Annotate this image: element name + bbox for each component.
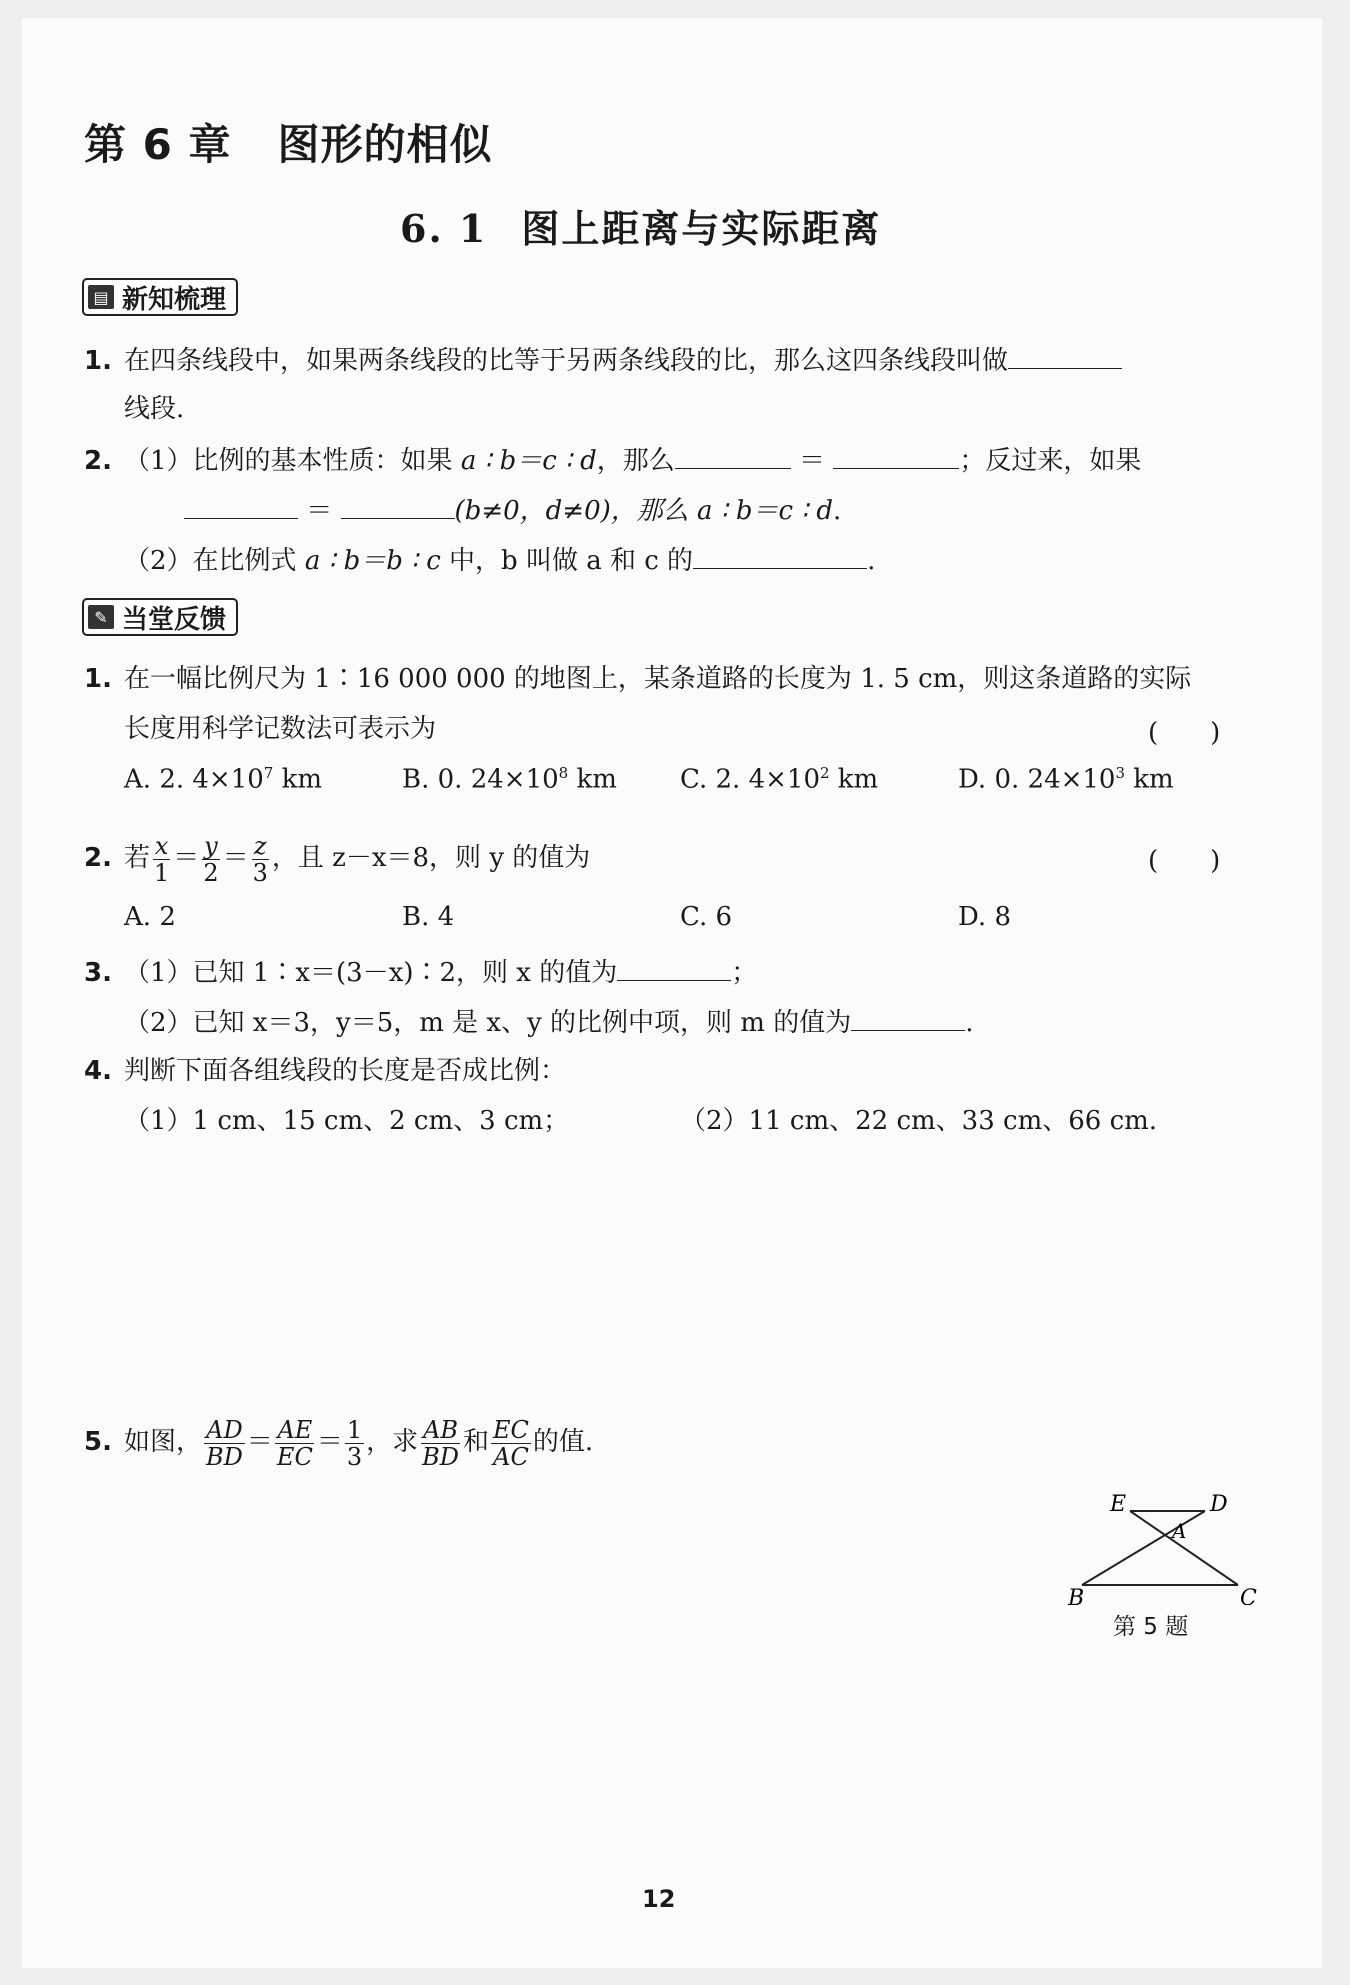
- geometry-figure: [1060, 1475, 1260, 1605]
- option-c[interactable]: [680, 764, 878, 795]
- denominator: BD: [422, 1442, 460, 1471]
- point-label-e: E: [1110, 1492, 1127, 1517]
- equals-sign: ＝: [316, 1427, 343, 1457]
- numerator: z: [253, 831, 267, 860]
- question-text: (b≠0，d≠0)，那么: [454, 496, 698, 526]
- fb-question-3-part-2: [124, 1004, 974, 1040]
- nk-question-2-part-1: [84, 442, 1141, 478]
- denominator: 1: [154, 858, 170, 887]
- question-number: 2.: [84, 446, 112, 476]
- question-text: 的值.: [532, 1427, 594, 1457]
- answer-blank[interactable]: [851, 1004, 965, 1031]
- ratio-expression: a ∶ b＝c ∶ d: [697, 496, 833, 526]
- question-text: 在一幅比例尺为 1∶16 000 000 的地图上，某条道路的长度为 1. 5 cm，则这条道路的实际: [124, 664, 1192, 694]
- option-label: A.: [124, 764, 152, 795]
- answer-blank[interactable]: [341, 492, 455, 519]
- option-label: C.: [680, 764, 708, 795]
- numerator: AD: [206, 1415, 243, 1444]
- question-number: 2.: [84, 843, 112, 873]
- chapter-label: 第 6 章: [84, 120, 232, 169]
- fb-question-2: [84, 828, 590, 888]
- page-number: 12: [642, 1885, 676, 1913]
- answer-blank[interactable]: [1008, 342, 1122, 369]
- option-a[interactable]: [124, 902, 176, 932]
- feedback-tag: [82, 598, 238, 636]
- answer-blank[interactable]: [693, 542, 867, 569]
- point-label-c: C: [1240, 1586, 1257, 1605]
- equals-sign: ＝: [173, 843, 200, 873]
- option-value: 0. 24×10: [994, 764, 1116, 795]
- section-title: 图上距离与实际距离: [521, 206, 882, 251]
- fb-question-1: [84, 662, 1191, 696]
- section-number: 6. 1: [400, 206, 488, 251]
- question-number: 3.: [84, 958, 112, 988]
- question-text: 判断下面各组线段的长度是否成比例：: [124, 1056, 567, 1086]
- question-text: .: [965, 1008, 974, 1038]
- option-c[interactable]: [680, 902, 732, 932]
- figure-caption: 第 5 题: [1113, 1614, 1189, 1640]
- fraction-one-third: [345, 1417, 364, 1470]
- question-number: 1.: [84, 346, 112, 376]
- answer-blank[interactable]: [833, 442, 959, 469]
- question-number: 4.: [84, 1056, 112, 1086]
- numerator: EC: [493, 1415, 529, 1444]
- question-text: .: [833, 496, 842, 526]
- option-label: B.: [402, 902, 430, 932]
- equals-sign: ＝: [222, 843, 249, 873]
- chapter-title: 图形的相似: [277, 120, 493, 169]
- feedback-label: 当堂反馈: [122, 604, 227, 635]
- fraction-y: [201, 833, 220, 886]
- fraction-ec-ac: [491, 1417, 531, 1470]
- question-text: ，求: [366, 1427, 419, 1457]
- answer-blank[interactable]: [675, 442, 791, 469]
- question-text: （1）比例的基本性质：如果: [124, 446, 461, 476]
- fraction-ae-ec: [275, 1417, 315, 1470]
- fraction-ab-bd: [420, 1417, 461, 1470]
- question-number: 1.: [84, 664, 112, 694]
- fraction-z: [251, 833, 270, 886]
- section-heading: [400, 198, 881, 253]
- numerator: AB: [423, 1415, 459, 1444]
- chapter-heading: [84, 112, 492, 172]
- equals-sign: ＝: [246, 1427, 273, 1457]
- nk-question-1-cont: [124, 392, 184, 426]
- question-text: ，且 z－x＝8，则 y 的值为: [271, 843, 591, 873]
- option-exponent: 7: [263, 764, 274, 782]
- option-exponent: 3: [1115, 764, 1126, 782]
- option-value: 2: [159, 902, 176, 932]
- option-label: D.: [958, 902, 987, 932]
- question-text: 若: [124, 843, 151, 873]
- option-exponent: 8: [558, 764, 569, 782]
- option-value: 2. 4×10: [159, 764, 264, 795]
- question-text: .: [867, 546, 876, 576]
- option-label: C.: [680, 902, 708, 932]
- ratio-expression: a ∶ b＝b ∶ c: [304, 546, 441, 576]
- option-label: A.: [124, 902, 152, 932]
- new-knowledge-tag: [82, 278, 238, 316]
- option-unit: km: [1125, 764, 1174, 795]
- equals-sign: ＝: [306, 496, 333, 526]
- answer-blank[interactable]: [617, 954, 731, 981]
- option-value: 8: [994, 902, 1011, 932]
- answer-parentheses[interactable]: ( ): [1148, 846, 1221, 876]
- segment-db: [1082, 1511, 1205, 1585]
- option-a[interactable]: [124, 764, 322, 795]
- denominator: AC: [493, 1442, 529, 1471]
- option-value: 0. 24×10: [437, 764, 559, 795]
- point-label-a: A: [1172, 1519, 1187, 1543]
- fb-question-4-part-1: （1）1 cm、15 cm、2 cm、3 cm；: [124, 1106, 570, 1136]
- denominator: EC: [276, 1442, 313, 1471]
- equals-sign: ＝: [799, 446, 826, 476]
- numerator: x: [154, 831, 169, 860]
- nk-question-2-part-2: [124, 542, 875, 578]
- question-text: ；: [731, 958, 758, 988]
- numerator: 1: [346, 1415, 363, 1444]
- option-b[interactable]: [402, 902, 454, 932]
- fb-question-4: [84, 1054, 566, 1088]
- option-value: 4: [437, 902, 455, 932]
- question-text: 长度用科学记数法可表示为: [124, 714, 437, 744]
- denominator: 2: [203, 858, 219, 887]
- question-text: 在四条线段中，如果两条线段的比等于另两条线段的比，那么这四条线段叫做: [124, 346, 1009, 376]
- question-text: ；反过来，如果: [959, 446, 1142, 476]
- option-value: 2. 4×10: [715, 764, 820, 795]
- question-text: 中，b 叫做 a 和 c 的: [440, 546, 694, 576]
- numerator: AE: [277, 1415, 313, 1444]
- denominator: BD: [206, 1442, 243, 1471]
- new-knowledge-label: 新知梳理: [122, 284, 227, 315]
- ratio-expression: a ∶ b＝c ∶ d: [460, 446, 597, 476]
- denominator: 3: [252, 858, 268, 887]
- question-text: （2）已知 x＝3，y＝5，m 是 x、y 的比例中项，则 m 的值为: [124, 1008, 852, 1038]
- question-text: 和: [463, 1427, 490, 1457]
- question-text: ，那么: [596, 446, 675, 476]
- denominator: 3: [346, 1442, 363, 1471]
- option-b[interactable]: [402, 764, 617, 795]
- answer-parentheses[interactable]: ( ): [1148, 718, 1221, 748]
- question-text: （1）已知 1∶x＝(3－x)∶2，则 x 的值为: [124, 958, 618, 988]
- option-value: 6: [715, 902, 733, 932]
- point-label-d: D: [1210, 1492, 1228, 1517]
- book-icon: ▤: [88, 285, 114, 309]
- option-unit: km: [568, 764, 617, 795]
- fraction-x: [152, 833, 171, 886]
- question-text: 线段.: [124, 394, 185, 424]
- question-text: （2）在比例式: [124, 546, 305, 576]
- option-label: D.: [958, 764, 987, 795]
- answer-blank[interactable]: [184, 492, 298, 519]
- nk-question-2-part-1-cont: [184, 492, 841, 528]
- numerator: y: [204, 831, 218, 860]
- point-label-b: B: [1068, 1586, 1085, 1605]
- question-number: 5.: [84, 1427, 112, 1457]
- option-unit: km: [829, 764, 879, 795]
- fb-question-3-part-1: [84, 954, 757, 990]
- fb-question-1-cont: [124, 712, 436, 746]
- option-unit: km: [273, 764, 323, 795]
- option-label: B.: [402, 764, 430, 795]
- fb-question-5: [84, 1410, 593, 1474]
- option-exponent: 2: [819, 764, 830, 782]
- nk-question-1: [84, 342, 1122, 378]
- option-d[interactable]: [958, 764, 1174, 795]
- option-d[interactable]: [958, 902, 1011, 932]
- fb-question-4-part-2: （2）11 cm、22 cm、33 cm、66 cm.: [680, 1106, 1158, 1136]
- pencil-icon: ✎: [88, 605, 114, 629]
- question-text: 如图，: [124, 1427, 203, 1457]
- fraction-ad-bd: [204, 1417, 245, 1470]
